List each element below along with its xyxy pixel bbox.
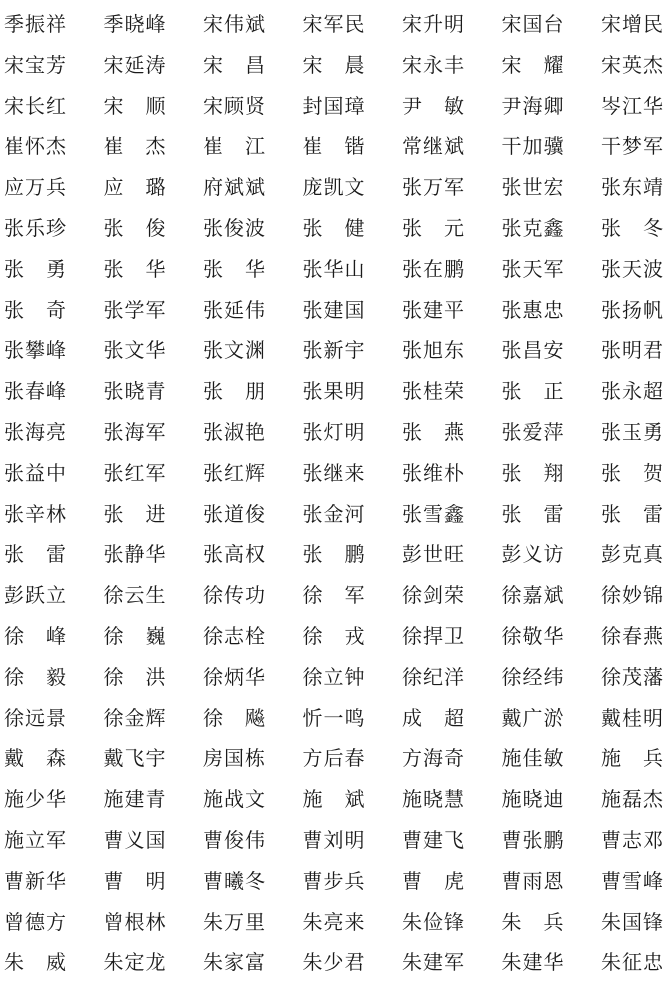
name-cell: 崔怀杰 — [4, 134, 67, 159]
name-cell: 戴 森 — [4, 746, 67, 771]
name-cell: 彭跃立 — [4, 583, 67, 608]
name-cell: 徐春燕 — [601, 623, 664, 648]
name-cell: 朱少君 — [302, 950, 366, 975]
name-cell: 尹海卿 — [501, 93, 565, 118]
name-cell: 徐 戎 — [302, 623, 366, 648]
name-cell: 曹雪峰 — [601, 868, 664, 893]
name-cell: 徐纪洋 — [402, 664, 465, 689]
name-cell: 徐 洪 — [103, 664, 167, 689]
name-cell: 曹建飞 — [402, 827, 465, 852]
name-cell: 张文渊 — [203, 338, 266, 363]
name-cell: 徐 峰 — [4, 623, 67, 648]
name-cell: 施少华 — [4, 787, 67, 812]
name-cell: 徐志栓 — [203, 623, 266, 648]
name-cell: 曹 明 — [103, 868, 167, 893]
name-cell: 施 斌 — [302, 787, 366, 812]
name-cell: 张旭东 — [402, 338, 465, 363]
name-cell: 宋 晨 — [302, 52, 366, 77]
name-cell: 张晓青 — [103, 379, 167, 404]
name-cell: 崔 锴 — [302, 134, 366, 159]
name-cell: 张 燕 — [402, 419, 465, 444]
name-cell: 张天波 — [601, 256, 664, 281]
name-cell: 张文华 — [103, 338, 167, 363]
name-cell: 张新宇 — [302, 338, 366, 363]
name-cell: 朱征忠 — [601, 950, 664, 975]
name-cell: 张 俊 — [103, 215, 167, 240]
name-cell: 张 雷 — [601, 501, 664, 526]
name-cell: 曹 虎 — [402, 868, 465, 893]
name-cell: 张建平 — [402, 297, 465, 322]
name-cell: 张海军 — [103, 419, 167, 444]
name-cell: 朱国锋 — [601, 909, 664, 934]
name-cell: 干梦军 — [601, 134, 664, 159]
name-cell: 宋 昌 — [203, 52, 266, 77]
name-cell: 张道俊 — [203, 501, 266, 526]
name-cell: 施晓迪 — [501, 787, 565, 812]
name-cell: 朱建军 — [402, 950, 465, 975]
name-cell: 张 贺 — [601, 460, 664, 485]
name-cell: 张 雷 — [501, 501, 565, 526]
name-cell: 朱建华 — [501, 950, 565, 975]
name-cell: 张学军 — [103, 297, 167, 322]
name-cell: 张 雷 — [4, 542, 67, 567]
name-cell: 朱俭锋 — [402, 909, 465, 934]
name-cell: 宋英杰 — [601, 52, 664, 77]
name-cell: 张 进 — [103, 501, 167, 526]
name-cell: 曹步兵 — [302, 868, 366, 893]
name-cell: 彭世旺 — [402, 542, 465, 567]
name-cell: 曹新华 — [4, 868, 67, 893]
name-cell: 施立军 — [4, 827, 67, 852]
name-cell: 张东靖 — [601, 175, 664, 200]
name-cell: 张 元 — [402, 215, 465, 240]
name-cell: 张建国 — [302, 297, 366, 322]
name-cell: 宋 顺 — [103, 93, 167, 118]
name-cell: 徐 巍 — [103, 623, 167, 648]
name-cell: 宋顾贤 — [203, 93, 266, 118]
name-cell: 张华山 — [302, 256, 366, 281]
name-cell: 彭克真 — [601, 542, 664, 567]
name-cell: 季振祥 — [4, 12, 67, 36]
name-cell: 张 华 — [103, 256, 167, 281]
name-cell: 曹志邓 — [601, 827, 664, 852]
name-cell: 徐剑荣 — [402, 583, 465, 608]
name-cell: 张玉勇 — [601, 419, 664, 444]
name-cell: 张克鑫 — [501, 215, 565, 240]
name-cell: 应 璐 — [103, 175, 167, 200]
name-cell: 曹义国 — [103, 827, 167, 852]
name-cell: 朱亮来 — [302, 909, 366, 934]
name-cell: 宋国台 — [501, 12, 565, 36]
name-cell: 成 超 — [402, 705, 465, 730]
name-cell: 朱 威 — [4, 950, 67, 975]
name-cell: 曹雨恩 — [501, 868, 565, 893]
name-cell: 张天军 — [501, 256, 565, 281]
name-cell: 曾根林 — [103, 909, 167, 934]
name-cell: 曹刘明 — [302, 827, 366, 852]
name-cell: 方后春 — [302, 746, 366, 771]
name-cell: 张维朴 — [402, 460, 465, 485]
name-cell: 朱家富 — [203, 950, 266, 975]
name-cell: 封国璋 — [302, 93, 366, 118]
name-cell: 朱万里 — [203, 909, 266, 934]
name-cell: 张益中 — [4, 460, 67, 485]
name-cell: 张永超 — [601, 379, 664, 404]
name-cell: 曾德方 — [4, 909, 67, 934]
name-cell: 施磊杰 — [601, 787, 664, 812]
name-cell: 张 正 — [501, 379, 565, 404]
name-cell: 徐金辉 — [103, 705, 167, 730]
name-cell: 张 朋 — [203, 379, 266, 404]
name-cell: 张万军 — [402, 175, 465, 200]
name-cell: 徐茂藩 — [601, 664, 664, 689]
name-cell: 忻一鸣 — [302, 705, 366, 730]
name-list-grid — [4, 4, 667, 983]
name-cell: 宋增民 — [601, 12, 664, 36]
name-cell: 张辛林 — [4, 501, 67, 526]
name-cell: 岑江华 — [601, 93, 664, 118]
name-cell: 施 兵 — [601, 746, 664, 771]
name-cell: 徐捍卫 — [402, 623, 465, 648]
name-cell: 张 鹏 — [302, 542, 366, 567]
name-cell: 曹曦冬 — [203, 868, 266, 893]
name-cell: 施晓慧 — [402, 787, 465, 812]
name-cell: 张金河 — [302, 501, 366, 526]
name-cell: 张俊波 — [203, 215, 266, 240]
name-cell: 徐经纬 — [501, 664, 565, 689]
name-cell: 张静华 — [103, 542, 167, 567]
name-cell: 张在鹏 — [402, 256, 465, 281]
name-cell: 庞凯文 — [302, 175, 366, 200]
name-cell: 徐传功 — [203, 583, 266, 608]
name-cell: 张惠忠 — [501, 297, 565, 322]
name-cell: 张 冬 — [601, 215, 664, 240]
name-cell: 张红辉 — [203, 460, 266, 485]
name-cell: 张继来 — [302, 460, 366, 485]
name-cell: 张 勇 — [4, 256, 67, 281]
name-cell: 曹张鹏 — [501, 827, 565, 852]
name-cell: 徐炳华 — [203, 664, 266, 689]
name-cell: 施建青 — [103, 787, 167, 812]
name-cell: 张昌安 — [501, 338, 565, 363]
name-cell: 徐 毅 — [4, 664, 67, 689]
name-cell: 张延伟 — [203, 297, 266, 322]
name-cell: 张明君 — [601, 338, 664, 363]
name-cell: 张淑艳 — [203, 419, 266, 444]
name-cell: 方海奇 — [402, 746, 465, 771]
name-cell: 宋升明 — [402, 12, 465, 36]
name-cell: 宋长红 — [4, 93, 67, 118]
name-cell: 徐妙锦 — [601, 583, 664, 608]
name-cell: 施佳敏 — [501, 746, 565, 771]
name-cell: 张果明 — [302, 379, 366, 404]
name-cell: 张 翔 — [501, 460, 565, 485]
name-cell: 朱定龙 — [103, 950, 167, 975]
name-cell: 张世宏 — [501, 175, 565, 200]
name-cell: 干加骥 — [501, 134, 565, 159]
name-cell: 张 奇 — [4, 297, 67, 322]
name-cell: 徐立钟 — [302, 664, 366, 689]
name-cell: 尹 敏 — [402, 93, 465, 118]
name-cell: 崔 江 — [203, 134, 266, 159]
name-cell: 徐敬华 — [501, 623, 565, 648]
name-cell: 宋延涛 — [103, 52, 167, 77]
name-cell: 张 健 — [302, 215, 366, 240]
name-cell: 戴广淤 — [501, 705, 565, 730]
name-cell: 徐 飚 — [203, 705, 266, 730]
name-cell: 徐 军 — [302, 583, 366, 608]
name-cell: 彭义访 — [501, 542, 565, 567]
name-cell: 张爱萍 — [501, 419, 565, 444]
name-cell: 张雪鑫 — [402, 501, 465, 526]
name-cell: 张扬帆 — [601, 297, 664, 322]
name-cell: 宋宝芳 — [4, 52, 67, 77]
name-cell: 戴飞宇 — [103, 746, 167, 771]
name-cell: 宋永丰 — [402, 52, 465, 77]
name-cell: 张乐珍 — [4, 215, 67, 240]
name-cell: 徐嘉斌 — [501, 583, 565, 608]
name-cell: 施战文 — [203, 787, 266, 812]
name-cell: 戴桂明 — [601, 705, 664, 730]
name-cell: 徐云生 — [103, 583, 167, 608]
name-cell: 宋 耀 — [501, 52, 565, 77]
name-cell: 徐远景 — [4, 705, 67, 730]
name-cell: 张春峰 — [4, 379, 67, 404]
name-cell: 张海亮 — [4, 419, 67, 444]
name-cell: 崔 杰 — [103, 134, 167, 159]
name-cell: 房国栋 — [203, 746, 266, 771]
name-cell: 张灯明 — [302, 419, 366, 444]
name-cell: 张红军 — [103, 460, 167, 485]
name-cell: 宋军民 — [302, 12, 366, 36]
name-cell: 宋伟斌 — [203, 12, 266, 36]
name-cell: 朱 兵 — [501, 909, 565, 934]
name-cell: 张高权 — [203, 542, 266, 567]
name-cell: 季晓峰 — [103, 12, 167, 36]
name-cell: 应万兵 — [4, 175, 67, 200]
name-cell: 张 华 — [203, 256, 266, 281]
name-cell: 张攀峰 — [4, 338, 67, 363]
name-cell: 张桂荣 — [402, 379, 465, 404]
name-cell: 府斌斌 — [203, 175, 266, 200]
name-cell: 曹俊伟 — [203, 827, 266, 852]
name-cell: 常继斌 — [402, 134, 465, 159]
